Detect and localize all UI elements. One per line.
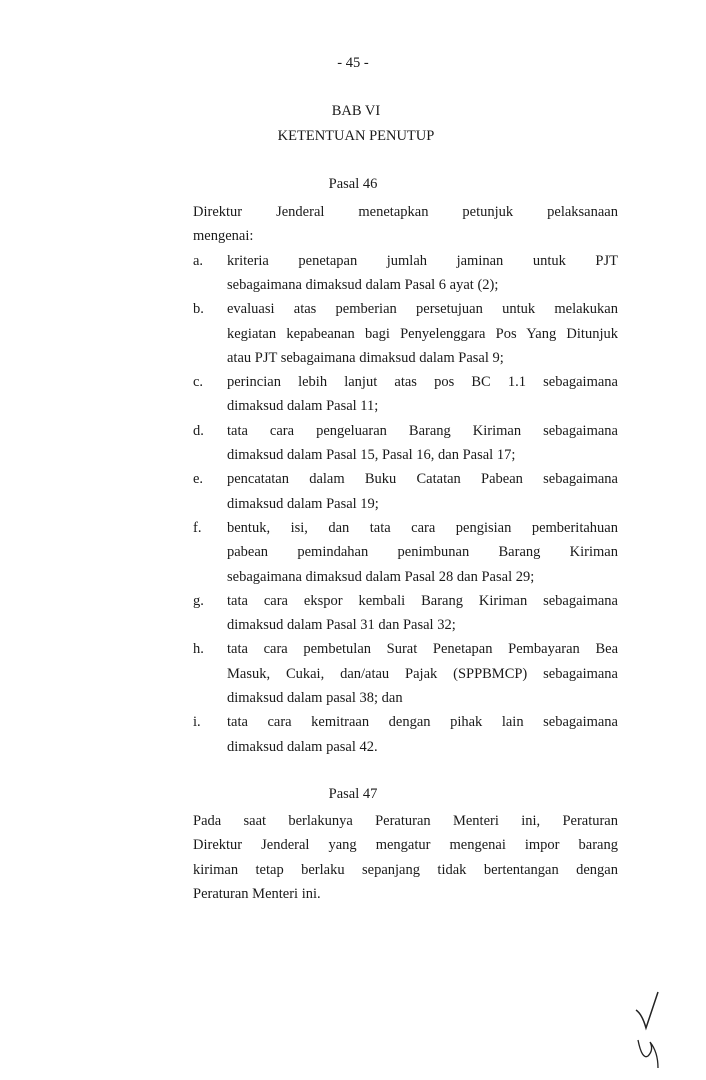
item-letter: i. xyxy=(193,714,201,731)
item-line: dimaksud dalam Pasal 15, Pasal 16, dan Pasal 17; xyxy=(227,447,516,463)
item-line: dimaksud dalam pasal 42. xyxy=(227,738,378,755)
initials-signature xyxy=(628,990,678,1080)
item-letter: a. xyxy=(193,252,204,269)
chapter-title: KETENTUAN PENUTUP xyxy=(277,128,435,144)
item-line: tata cara kemitraan dengan pihak lain sebagaimana xyxy=(227,714,618,731)
item-letter: c. xyxy=(193,374,204,391)
paragraph-line: Peraturan Menteri ini. xyxy=(193,885,321,902)
item-line: evaluasi atas pemberian persetujuan untuk melakukan xyxy=(227,301,618,318)
item-letter: h. xyxy=(193,641,204,658)
item-line: dimaksud dalam Pasal 11; xyxy=(227,398,379,415)
page-number: - 45 - xyxy=(337,55,369,71)
item-letter: b. xyxy=(193,301,204,318)
item-line: dimaksud dalam pasal 38; dan xyxy=(227,690,403,706)
intro-line: Direktur Jenderal menetapkan petunjuk pelaksanaan xyxy=(193,204,618,220)
item-line: pabean pemindahan penimbunan Barang Kiriman xyxy=(227,544,618,561)
paragraph-line: Direktur Jenderal yang mengatur mengenai impor barang xyxy=(193,837,618,854)
item-line: dimaksud dalam Pasal 19; xyxy=(227,495,379,512)
paragraph-line: Pada saat berlakunya Peraturan Menteri ini, Peraturan xyxy=(193,813,618,829)
paragraph-line: kiriman tetap berlaku sepanjang tidak bertentangan dengan xyxy=(193,861,618,878)
item-line: tata cara pengeluaran Barang Kiriman sebagaimana xyxy=(227,422,618,439)
item-line: pencatatan dalam Buku Catatan Pabean sebagaimana xyxy=(227,471,618,488)
item-line: bentuk, isi, dan tata cara pengisian pemberitahuan xyxy=(227,519,618,536)
item-line: dimaksud dalam Pasal 31 dan Pasal 32; xyxy=(227,617,456,634)
item-letter: f. xyxy=(193,519,202,536)
item-letter: d. xyxy=(193,422,204,439)
item-line: sebagaimana dimaksud dalam Pasal 28 dan Pasal 29; xyxy=(227,568,535,585)
item-line: sebagaimana dimaksud dalam Pasal 6 ayat (2); xyxy=(227,276,499,293)
pasal-47-heading: Pasal 47 xyxy=(328,786,378,802)
item-line: atau PJT sebagaimana dimaksud dalam Pasal 9; xyxy=(227,349,504,366)
item-line: kegiatan kepabeanan bagi Penyelenggara Pos Yang Ditunjuk xyxy=(227,325,618,342)
item-line: perincian lebih lanjut atas pos BC 1.1 sebagaimana xyxy=(227,374,618,391)
item-line: tata cara pembetulan Surat Penetapan Pembayaran Bea xyxy=(227,641,618,658)
item-line: kriteria penetapan jumlah jaminan untuk PJT xyxy=(227,252,618,269)
pasal-46-heading: Pasal 46 xyxy=(328,176,378,192)
item-line: Masuk, Cukai, dan/atau Pajak (SPPBMCP) sebagaimana xyxy=(227,665,618,682)
item-letter: g. xyxy=(193,592,204,609)
item-letter: e. xyxy=(193,471,204,488)
intro-line: mengenai: xyxy=(193,228,254,245)
item-line: tata cara ekspor kembali Barang Kiriman sebagaimana xyxy=(227,592,618,609)
chapter-number: BAB VI xyxy=(331,103,381,119)
